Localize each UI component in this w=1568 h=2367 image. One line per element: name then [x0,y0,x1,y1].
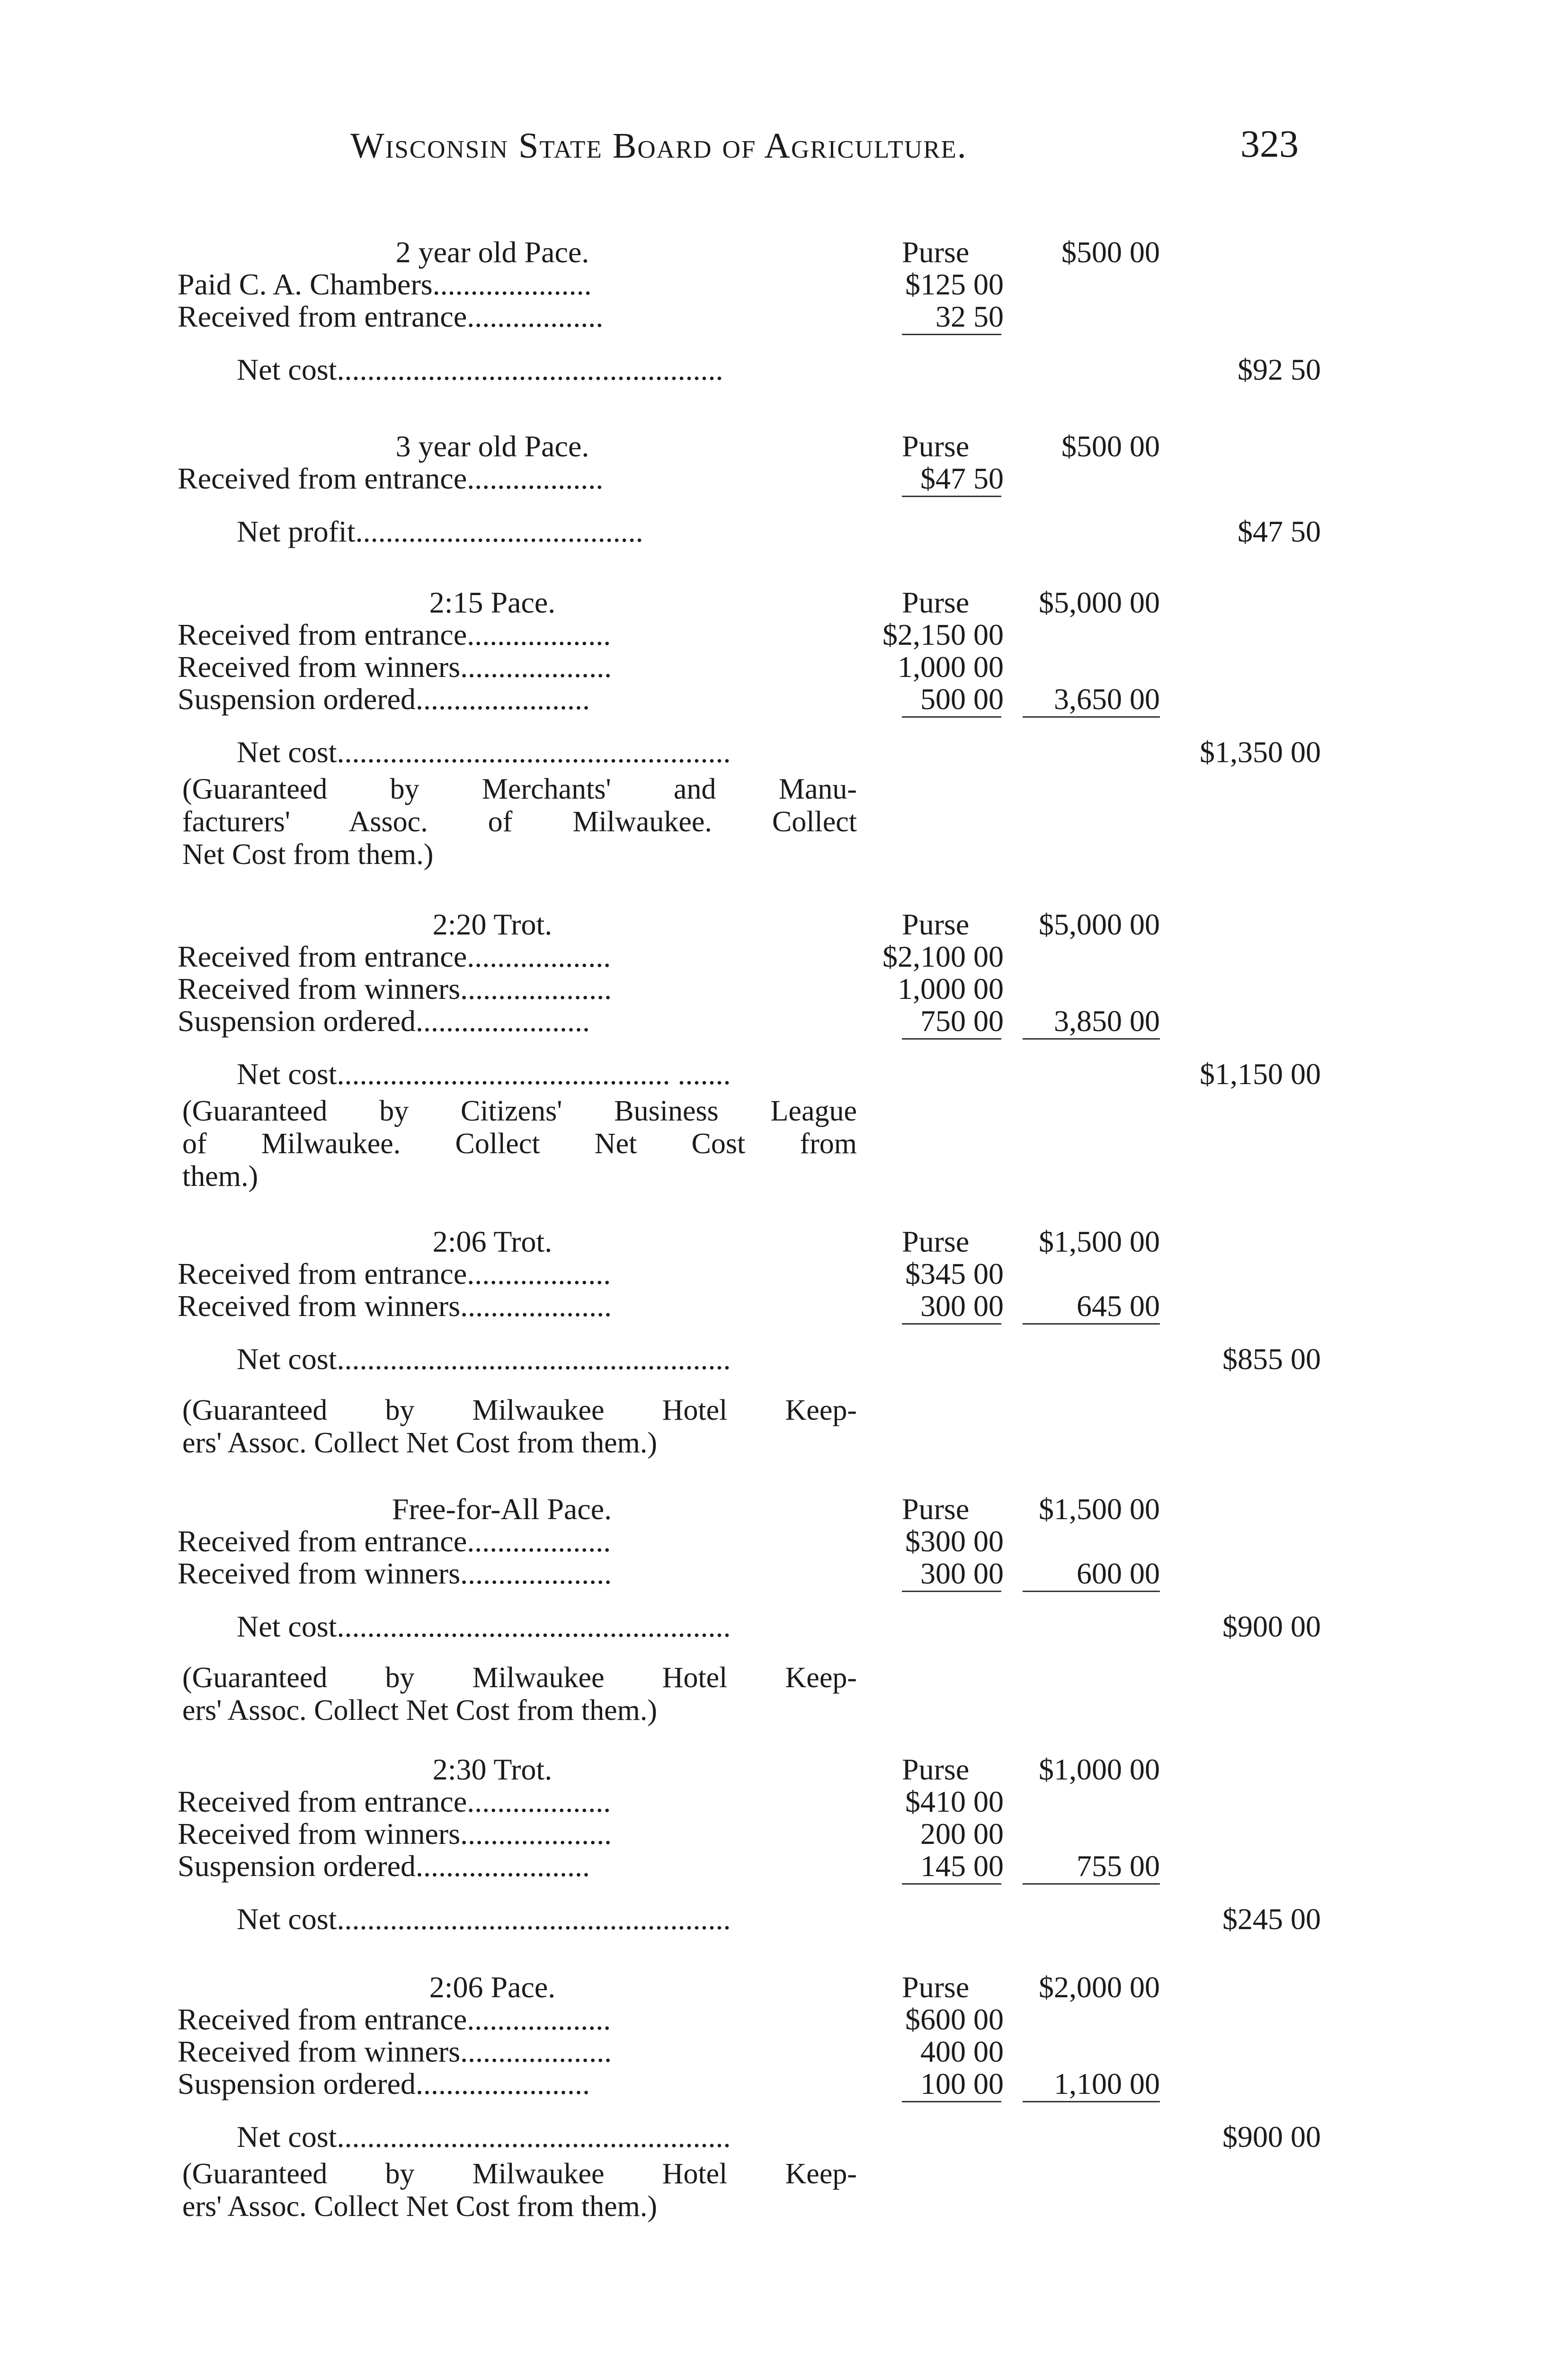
line-label: Received from entrance................... [178,1785,611,1818]
note-line: (Guaranteed by Milwaukee Hotel Keep- [182,2158,857,2190]
ledger-line [0,1784,1568,1820]
ledger-line [0,461,1568,497]
note-line: ers' Assoc. Collect Net Cost from them.) [182,2190,658,2223]
purse-label: Purse [902,429,970,463]
race-title-row [0,585,1568,621]
race-title-row [0,907,1568,943]
column-rule [1023,2101,1160,2102]
net-value: $92 50 [1238,353,1321,386]
column-rule [902,1323,1001,1325]
line-amount: 200 00 [920,1817,1004,1851]
purse-value: $500 00 [1061,429,1160,463]
line-total: 3,650 00 [1054,682,1160,716]
net-label: Net cost............................................ ....... [237,1057,731,1091]
net-label: Net cost.................................................... [237,1610,731,1643]
line-amount: $2,100 00 [882,940,1004,973]
guarantee-note [182,1662,857,1727]
line-amount: $47 50 [920,462,1004,495]
purse-value: $2,000 00 [1039,1970,1160,2004]
purse-value: $5,000 00 [1039,586,1160,619]
line-label: Suspension ordered....................... [178,1004,590,1038]
race-title-row [0,428,1568,464]
ledger-line [0,939,1568,975]
net-row [0,734,1568,770]
race-title: 2:06 Trot. [432,1225,552,1258]
ledger-line [0,1523,1568,1559]
note-line: (Guaranteed by Citizens' Business League [182,1095,857,1127]
note-line: (Guaranteed by Milwaukee Hotel Keep- [182,1394,857,1426]
ledger-line [0,2034,1568,2070]
line-total: 3,850 00 [1054,1004,1160,1038]
ledger-line [0,2066,1568,2102]
purse-value: $1,000 00 [1039,1753,1160,1786]
ledger-line [0,299,1568,335]
column-rule [902,496,1001,497]
column-rule [902,1038,1001,1040]
race-block [0,1491,1568,1726]
net-row [0,1341,1568,1377]
column-rule [1023,716,1160,718]
guarantee-note [182,1394,857,1459]
ledger-line [0,1816,1568,1852]
guarantee-note [182,2158,857,2223]
purse-value: $5,000 00 [1039,908,1160,941]
column-rule [902,1883,1001,1885]
note-line: ers' Assoc. Collect Net Cost from them.) [182,1694,658,1726]
note-line: ers' Assoc. Collect Net Cost from them.) [182,1427,658,1459]
purse-label: Purse [902,586,970,619]
ledger-line [0,1556,1568,1592]
net-row [0,352,1568,388]
net-value: $1,150 00 [1200,1057,1321,1091]
guarantee-note [182,773,857,871]
net-value: $47 50 [1238,515,1321,548]
purse-value: $500 00 [1061,235,1160,269]
race-block [0,1969,1568,2223]
note-line: (Guaranteed by Milwaukee Hotel Keep- [182,1662,857,1694]
ledger-line [0,1848,1568,1884]
line-label: Received from winners.................... [178,972,612,1006]
line-amount: 400 00 [920,2035,1004,2068]
line-amount: 1,000 00 [898,972,1004,1006]
line-amount: 32 50 [935,300,1004,333]
line-total: 1,100 00 [1054,2067,1160,2100]
ledger-line [0,1256,1568,1292]
line-total: 600 00 [1077,1557,1160,1590]
race-title: 2:06 Pace. [429,1970,556,2004]
running-head: Wisconsin State Board of Agriculture. [350,126,967,166]
race-title-row [0,1224,1568,1260]
race-block [0,585,1568,871]
line-amount: $600 00 [905,2002,1004,2036]
ledger-line [0,267,1568,303]
net-row [0,1056,1568,1092]
net-row [0,1901,1568,1937]
net-label: Net profit...................................... [237,515,643,548]
ledger-line [0,1288,1568,1324]
page-number: 323 [1240,122,1299,165]
ledger-line [0,1003,1568,1039]
guarantee-note [182,1095,857,1193]
line-amount: 750 00 [920,1004,1004,1038]
race-title-row [0,1752,1568,1788]
net-label: Net cost................................................... [237,353,723,386]
net-value: $855 00 [1222,1342,1321,1376]
net-value: $900 00 [1222,2120,1321,2153]
note-line: of Milwaukee. Collect Net Cost from [182,1128,857,1160]
column-rule [902,1591,1001,1592]
line-label: Received from entrance................... [178,1524,611,1558]
net-row [0,2119,1568,2155]
line-label: Suspension ordered....................... [178,1849,590,1883]
purse-label: Purse [902,1225,970,1258]
race-title-row [0,1491,1568,1527]
net-label: Net cost.................................................... [237,2120,731,2153]
line-label: Received from winners.................... [178,1557,612,1590]
net-label: Net cost.................................................... [237,1342,731,1376]
line-label: Received from entrance.................. [178,462,604,495]
column-rule [902,716,1001,718]
net-label: Net cost.................................................... [237,1902,731,1936]
net-value: $1,350 00 [1200,735,1321,769]
note-line: facturers' Assoc. of Milwaukee. Collect [182,806,857,838]
line-amount: $125 00 [905,267,1004,301]
race-block [0,1224,1568,1459]
purse-label: Purse [902,908,970,941]
line-label: Received from entrance................... [178,2002,611,2036]
column-rule [1023,1883,1160,1885]
line-label: Received from winners.................... [178,1817,612,1851]
line-amount: 500 00 [920,682,1004,716]
race-block [0,428,1568,548]
purse-label: Purse [902,1970,970,2004]
note-line: Net Cost from them.) [182,838,434,871]
race-title: 2 year old Pace. [395,235,589,269]
line-amount: $345 00 [905,1257,1004,1290]
line-amount: 300 00 [920,1289,1004,1323]
line-amount: 145 00 [920,1849,1004,1883]
note-line: (Guaranteed by Merchants' and Manu- [182,773,857,805]
race-title: 2:30 Trot. [432,1753,552,1786]
column-rule [1023,1591,1160,1592]
line-label: Received from entrance................... [178,940,611,973]
line-label: Received from winners.................... [178,2035,612,2068]
race-title: 2:15 Pace. [429,586,556,619]
net-value: $900 00 [1222,1610,1321,1643]
line-label: Received from entrance.................. [178,300,604,333]
race-title: 2:20 Trot. [432,908,552,941]
line-amount: $410 00 [905,1785,1004,1818]
line-amount: 100 00 [920,2067,1004,2100]
column-rule [902,334,1001,335]
line-amount: $300 00 [905,1524,1004,1558]
line-amount: 1,000 00 [898,650,1004,684]
purse-label: Purse [902,1753,970,1786]
ledger-line [0,649,1568,685]
ledger-line [0,971,1568,1007]
note-line: them.) [182,1160,258,1192]
net-value: $245 00 [1222,1902,1321,1936]
column-rule [902,2101,1001,2102]
line-amount: 300 00 [920,1557,1004,1590]
line-label: Received from winners.................... [178,1289,612,1323]
line-label: Received from entrance................... [178,618,611,651]
net-label: Net cost.................................................... [237,735,731,769]
purse-value: $1,500 00 [1039,1225,1160,1258]
column-rule [1023,1323,1160,1325]
race-title: 3 year old Pace. [395,429,589,463]
line-label: Suspension ordered....................... [178,2067,590,2100]
race-block [0,907,1568,1192]
race-block [0,234,1568,386]
ledger-line [0,681,1568,717]
line-amount: $2,150 00 [882,618,1004,651]
net-row [0,514,1568,550]
line-label: Suspension ordered....................... [178,682,590,716]
race-title-row [0,1969,1568,2005]
line-total: 755 00 [1077,1849,1160,1883]
ledger-line [0,2002,1568,2038]
line-label: Received from winners.................... [178,650,612,684]
purse-label: Purse [902,235,970,269]
race-title: Free-for-All Pace. [392,1492,612,1526]
race-title-row [0,234,1568,270]
column-rule [1023,1038,1160,1040]
ledger-line [0,617,1568,653]
race-block [0,1752,1568,1936]
line-label: Paid C. A. Chambers..................... [178,267,592,301]
line-label: Received from entrance................... [178,1257,611,1290]
purse-label: Purse [902,1492,970,1526]
net-row [0,1609,1568,1645]
purse-value: $1,500 00 [1039,1492,1160,1526]
page-header [0,122,1568,182]
line-total: 645 00 [1077,1289,1160,1323]
